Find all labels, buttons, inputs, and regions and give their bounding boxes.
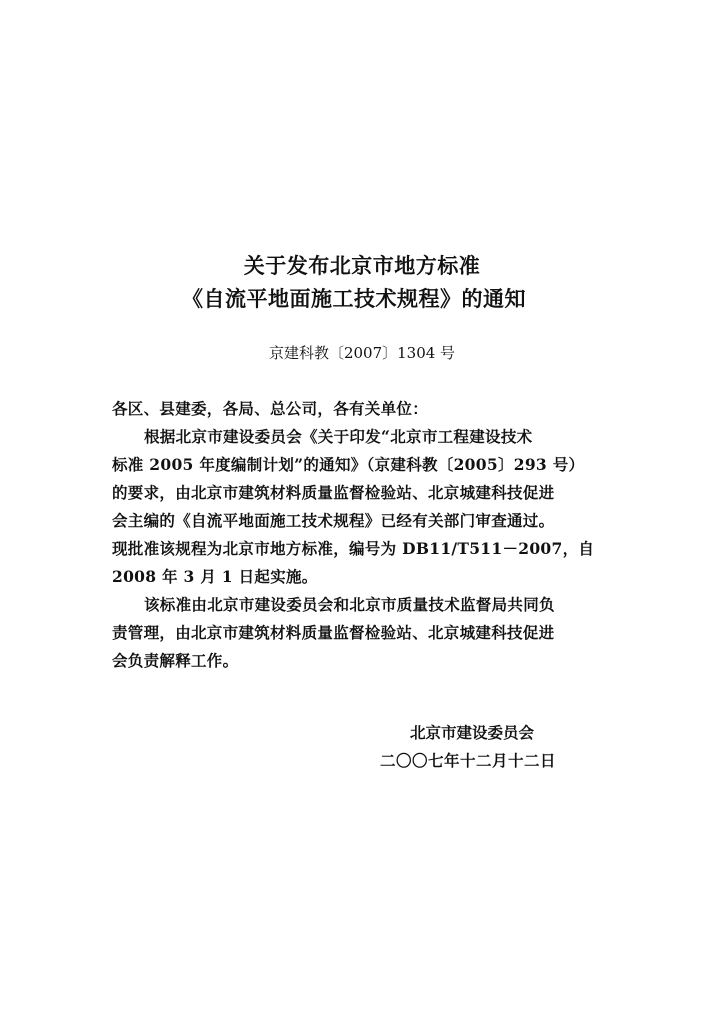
title-line-1: 关于发布北京市地方标准 — [243, 254, 481, 278]
paragraph-1-line: 现批准该规程为北京市地方标准，编号为 DB11/T511－2007，自 — [112, 539, 595, 558]
paragraph-1-line: 标准 2005 年度编制计划”的通知》（京建科教〔2005〕293 号） — [112, 455, 585, 474]
paragraph-1-line: 的要求，由北京市建筑材料质量监督检验站、北京城建科技促进 — [112, 483, 555, 502]
title-line-2: 《自流平地面施工技术规程》的通知 — [182, 287, 526, 311]
paragraph-2-line: 责管理，由北京市建筑材料质量监督检验站、北京城建科技促进 — [112, 623, 555, 642]
paragraph-1-line: 会主编的《自流平地面施工技术规程》已经有关部门审查通过。 — [112, 511, 555, 530]
paragraph-2-line: 会负责解释工作。 — [112, 651, 239, 670]
signature-date: 二〇〇七年十二月十二日 — [380, 751, 557, 770]
salutation: 各区、县建委，各局、总公司，各有关单位： — [112, 399, 429, 418]
document-number: 京建科教〔2007〕1304 号 — [268, 344, 456, 362]
paragraph-2-line: 该标准由北京市建设委员会和北京市质量技术监督局共同负 — [144, 595, 555, 614]
paragraph-1-line: 根据北京市建设委员会《关于印发“北京市工程建设技术 — [144, 427, 533, 446]
signature-organization: 北京市建设委员会 — [410, 723, 535, 742]
paragraph-1-line: 2008 年 3 月 1 日起实施。 — [112, 567, 318, 586]
